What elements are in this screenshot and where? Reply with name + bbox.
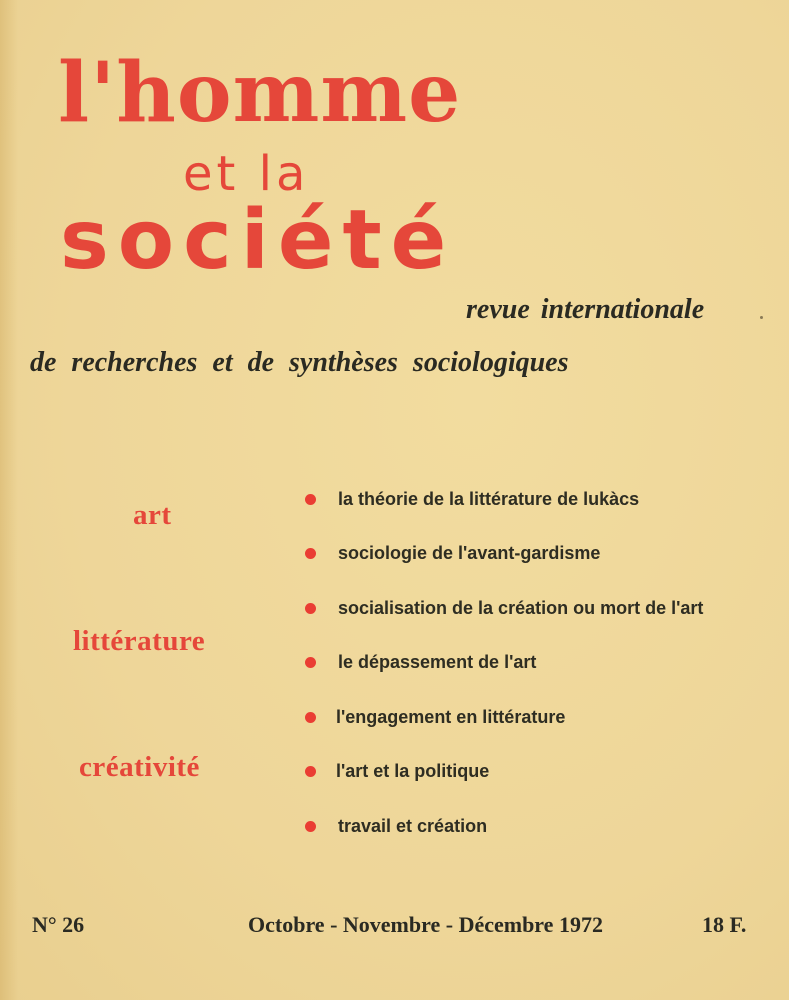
section-label-creativite: créativité	[79, 751, 200, 783]
issue-date: Octobre - Novembre - Décembre 1972	[248, 912, 603, 937]
bullet-icon	[305, 548, 316, 559]
section-label-litterature: littérature	[73, 625, 206, 657]
topic-label: l'engagement en littérature	[336, 706, 566, 727]
topic-item	[305, 527, 703, 582]
subtitle-line-2: de recherches et de synthèses sociologiques	[30, 347, 569, 378]
topic-item	[305, 799, 703, 854]
title-line-3: société	[60, 193, 456, 288]
subtitle-line-1: revue internationale	[466, 294, 705, 325]
topic-label: l'art et la politique	[336, 761, 490, 782]
topic-label: travail et création	[338, 815, 488, 836]
issue-number: N° 26	[32, 912, 85, 937]
issue-price: 18 F.	[702, 912, 747, 937]
bullet-icon	[305, 766, 316, 777]
title-line-2: et la	[183, 146, 310, 202]
bullet-icon	[305, 657, 316, 668]
bullet-icon	[305, 603, 316, 614]
topic-item	[305, 581, 703, 636]
topic-label: sociologie de l'avant-gardisme	[338, 543, 601, 564]
bullet-icon	[305, 821, 316, 832]
topic-item	[305, 636, 703, 691]
topic-label: le dépassement de l'art	[338, 652, 537, 673]
topics-list	[305, 472, 703, 854]
title-line-1: l'homme	[58, 45, 462, 141]
bullet-icon	[305, 712, 316, 723]
section-label-art: art	[133, 499, 172, 531]
paper-speck	[760, 316, 763, 319]
topic-item	[305, 690, 703, 745]
topic-label: la théorie de la littérature de lukàcs	[338, 488, 640, 509]
topic-label: socialisation de la création ou mort de l'art	[338, 597, 704, 618]
bullet-icon	[305, 494, 316, 505]
topic-item	[305, 745, 703, 800]
topic-item	[305, 472, 703, 527]
